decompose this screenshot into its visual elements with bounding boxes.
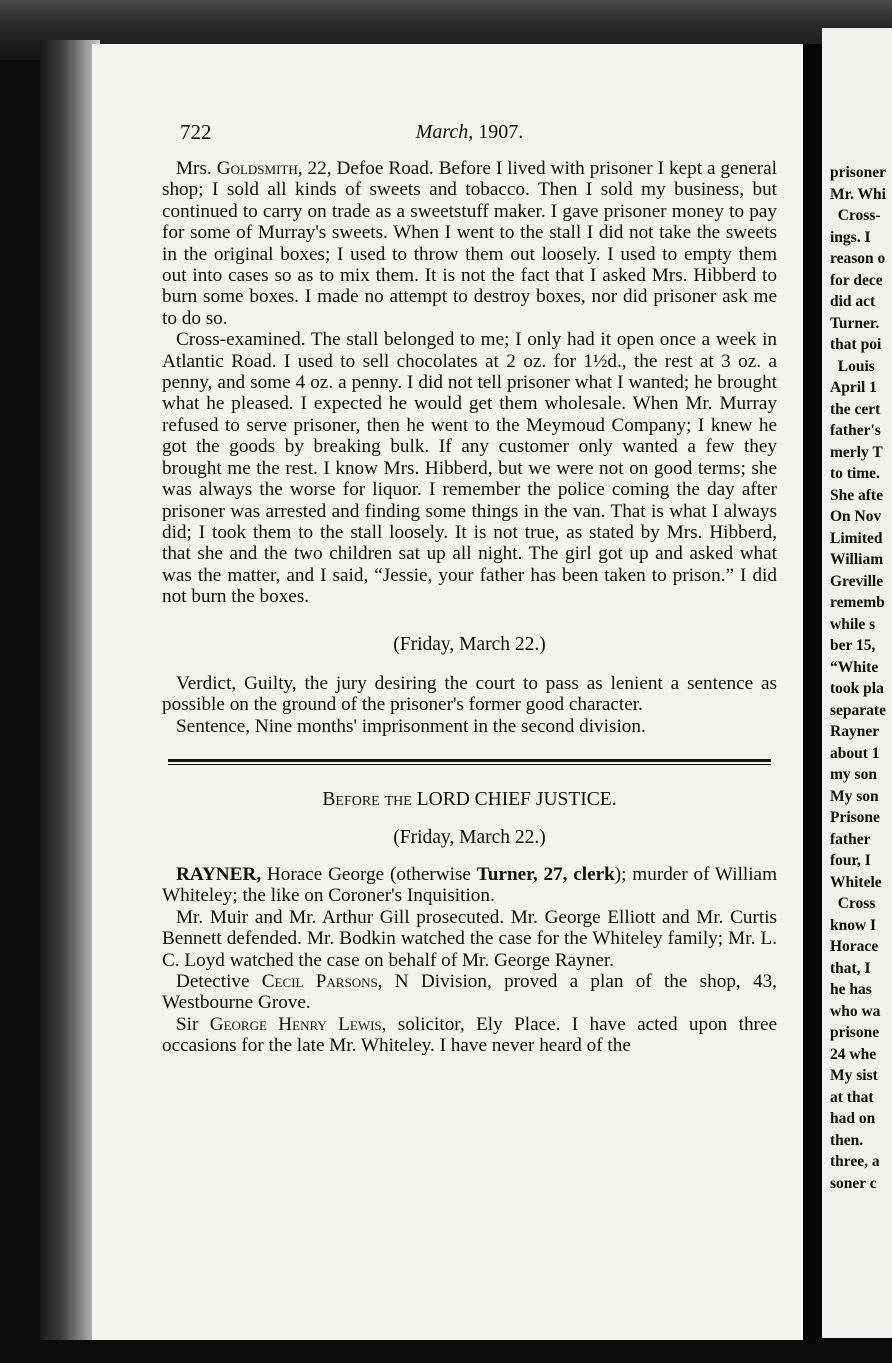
page-number: 722: [180, 120, 212, 144]
header-month: March,: [415, 121, 474, 143]
right-page-line: then.: [830, 1131, 864, 1149]
right-page-line: Limited: [830, 529, 883, 547]
court-heading-prefix: Before the: [322, 789, 412, 811]
right-page-line: Prisone: [830, 809, 880, 826]
right-page-line: Mr. Whi: [830, 185, 886, 203]
section-divider-thin: [168, 764, 771, 765]
parsons-pre: Detective: [176, 971, 262, 992]
goldsmith-text: 22, Defoe Road. Before I lived with prisoner I kept a general shop; I sold all kinds of sweets and tobacco. Then I sold my business, but continued to carry on trade as a sweetstuff maker. I gave prisoner money to pay for some of Murray's sweets. When I went to the stall I did not take the sweets in the original boxes; I used to throw them out loosely. I used to empty them out into cases so as to mix them. It is not the fact that I asked Mrs. Hibberd to burn some boxes. I made no attempt to destroy boxes, nor did prisoner ask me to do so.: [162, 158, 778, 329]
parsons-text: N Division, proved a plan of the shop, 43, Westbourne Grove.: [162, 971, 777, 1014]
right-page-line: Turner.: [830, 314, 880, 332]
right-page-line: On Nov: [830, 508, 882, 525]
right-page-line: three, a: [830, 1153, 880, 1170]
right-book-page: [822, 28, 892, 1338]
header-year: 1907.: [478, 121, 524, 143]
right-page-line: rememb: [830, 594, 885, 611]
rayner-text-c: ); murder of William Whiteley; the like on Coroner's Inquisition.: [162, 863, 778, 907]
right-page-line: Cross: [830, 895, 876, 912]
right-page-line: prisoner: [830, 164, 886, 181]
right-page-line: Rayner: [830, 723, 880, 740]
goldsmith-cross-examination: Cross-examined. The stall belonged to me; I only had it open once a week in Atlantic Road. I used to sell chocolates at 2 oz. for 1½d., the rest at 3 oz. a penny, and some 4 oz. a penny. I did not tell prisoner what I wanted; he brought what he pleased. I expected he would get them wholesale. When Mr. Murray refused to serve prisoner, then he went to the Meymoud Company; I knew he got the goods by breaking bulk. If any customer only wanted a few they brought me the rest. I know Mrs. Hibberd, but we were not on good terms; she was always the worse for liquor. I remember the police coming the day after prisoner was arrested and finding some things in the van. That is what I always did; I took them to the stall loosely. It is not true, as stated by Mrs. Hibberd, that she and the two children sat up all night. The girl got up and asked what was the matter, and I said, “Jessie, your father has been taken to prison.” I did not burn the boxes.: [162, 329, 777, 608]
right-page-line: took pla: [830, 680, 884, 697]
right-page-line: ings. I: [830, 228, 871, 246]
right-page-line: at that: [830, 1088, 874, 1106]
right-page-line: four, I: [830, 852, 871, 869]
right-page-line: 24 whe: [830, 1045, 877, 1063]
header-date: [162, 122, 777, 143]
right-page-line: to time.: [830, 465, 880, 482]
date-heading-1: (Friday, March 22.): [393, 633, 546, 655]
right-page-line: had on: [830, 1110, 876, 1127]
parsons-testimony: [162, 971, 777, 1014]
right-page-line: for dece: [830, 271, 883, 289]
page-text-column: [162, 122, 777, 1057]
right-page-line: that, I: [830, 959, 871, 977]
section-divider-thick: [168, 759, 771, 762]
right-page-line: about 1: [830, 744, 880, 762]
left-book-page: [92, 44, 804, 1340]
right-page-line: soner c: [830, 1174, 877, 1192]
right-page-line: did act: [830, 293, 876, 310]
witness-name-goldsmith: Goldsmith,: [216, 158, 303, 179]
right-page-line: he has: [830, 981, 872, 998]
right-page-line: My son: [830, 787, 879, 805]
right-page-line: while s: [830, 615, 876, 633]
right-page-line: father's: [830, 422, 881, 439]
court-heading: [162, 789, 777, 810]
right-page-line: ber 15,: [830, 637, 876, 654]
right-page-line: William: [830, 551, 884, 568]
lewis-pre: Sir: [176, 1013, 210, 1035]
verdict-paragraph: Verdict, Guilty, the jury desiring the court to pass as lenient a sentence as possible on the ground of the prisoner's former good character.: [162, 672, 777, 716]
date-heading-2: (Friday, March 22.): [393, 826, 546, 848]
right-page-line: my son: [830, 766, 877, 783]
defendant-name: RAYNER,: [176, 863, 262, 885]
witness-name-lewis: George Henry Lewis,: [209, 1013, 387, 1035]
right-page-line: prisone: [830, 1024, 880, 1041]
right-page-line: know I: [830, 916, 877, 934]
rayner-text-a: Horace George (otherwise: [261, 863, 477, 885]
lewis-text: solicitor, Ely Place. I have acted upon three occasions for the late Mr. Whiteley. I have never heard of the: [162, 1013, 777, 1057]
right-page-line: who wa: [830, 1002, 881, 1020]
lewis-testimony: [162, 1014, 777, 1057]
right-page-line: Greville: [830, 572, 884, 590]
sentence-paragraph: Sentence, Nine months' imprisonment in the second division.: [176, 715, 646, 737]
right-page-line: the cert: [830, 400, 881, 418]
rayner-alias: Turner, 27, clerk: [476, 863, 615, 885]
right-page-line: “White: [830, 658, 879, 676]
right-page-line: reason o: [830, 250, 886, 267]
witness-title: Mrs.: [176, 158, 212, 179]
rayner-indictment: [162, 864, 777, 907]
right-page-text-fragments: [830, 162, 886, 1194]
right-page-line: father: [830, 830, 871, 848]
right-page-line: Louis: [830, 357, 875, 375]
running-header: [162, 122, 777, 148]
right-page-line: She afte: [830, 486, 883, 504]
right-page-line: separate: [830, 701, 886, 719]
witness-name-parsons: Cecil Parsons,: [261, 971, 383, 992]
right-page-line: My sist: [830, 1067, 878, 1084]
goldsmith-testimony: [162, 158, 777, 329]
right-page-line: April 1: [830, 379, 877, 396]
right-page-line: Cross-: [830, 207, 881, 224]
right-page-line: Horace: [830, 938, 879, 955]
counsel-paragraph: Mr. Muir and Mr. Arthur Gill prosecuted. Mr. George Elliott and Mr. Curtis Bennett defended. Mr. Bodkin watched the case for the Whiteley family; Mr. L. C. Loyd watched the case on behalf of Mr. George Rayner.: [162, 906, 777, 971]
right-page-line: Whitele: [830, 873, 882, 891]
book-gutter: [803, 44, 823, 1344]
court-heading-title: LORD CHIEF JUSTICE.: [416, 789, 617, 811]
book-spine-shadow: [40, 40, 100, 1340]
right-page-line: merly T: [830, 443, 883, 461]
right-page-line: that poi: [830, 336, 882, 353]
